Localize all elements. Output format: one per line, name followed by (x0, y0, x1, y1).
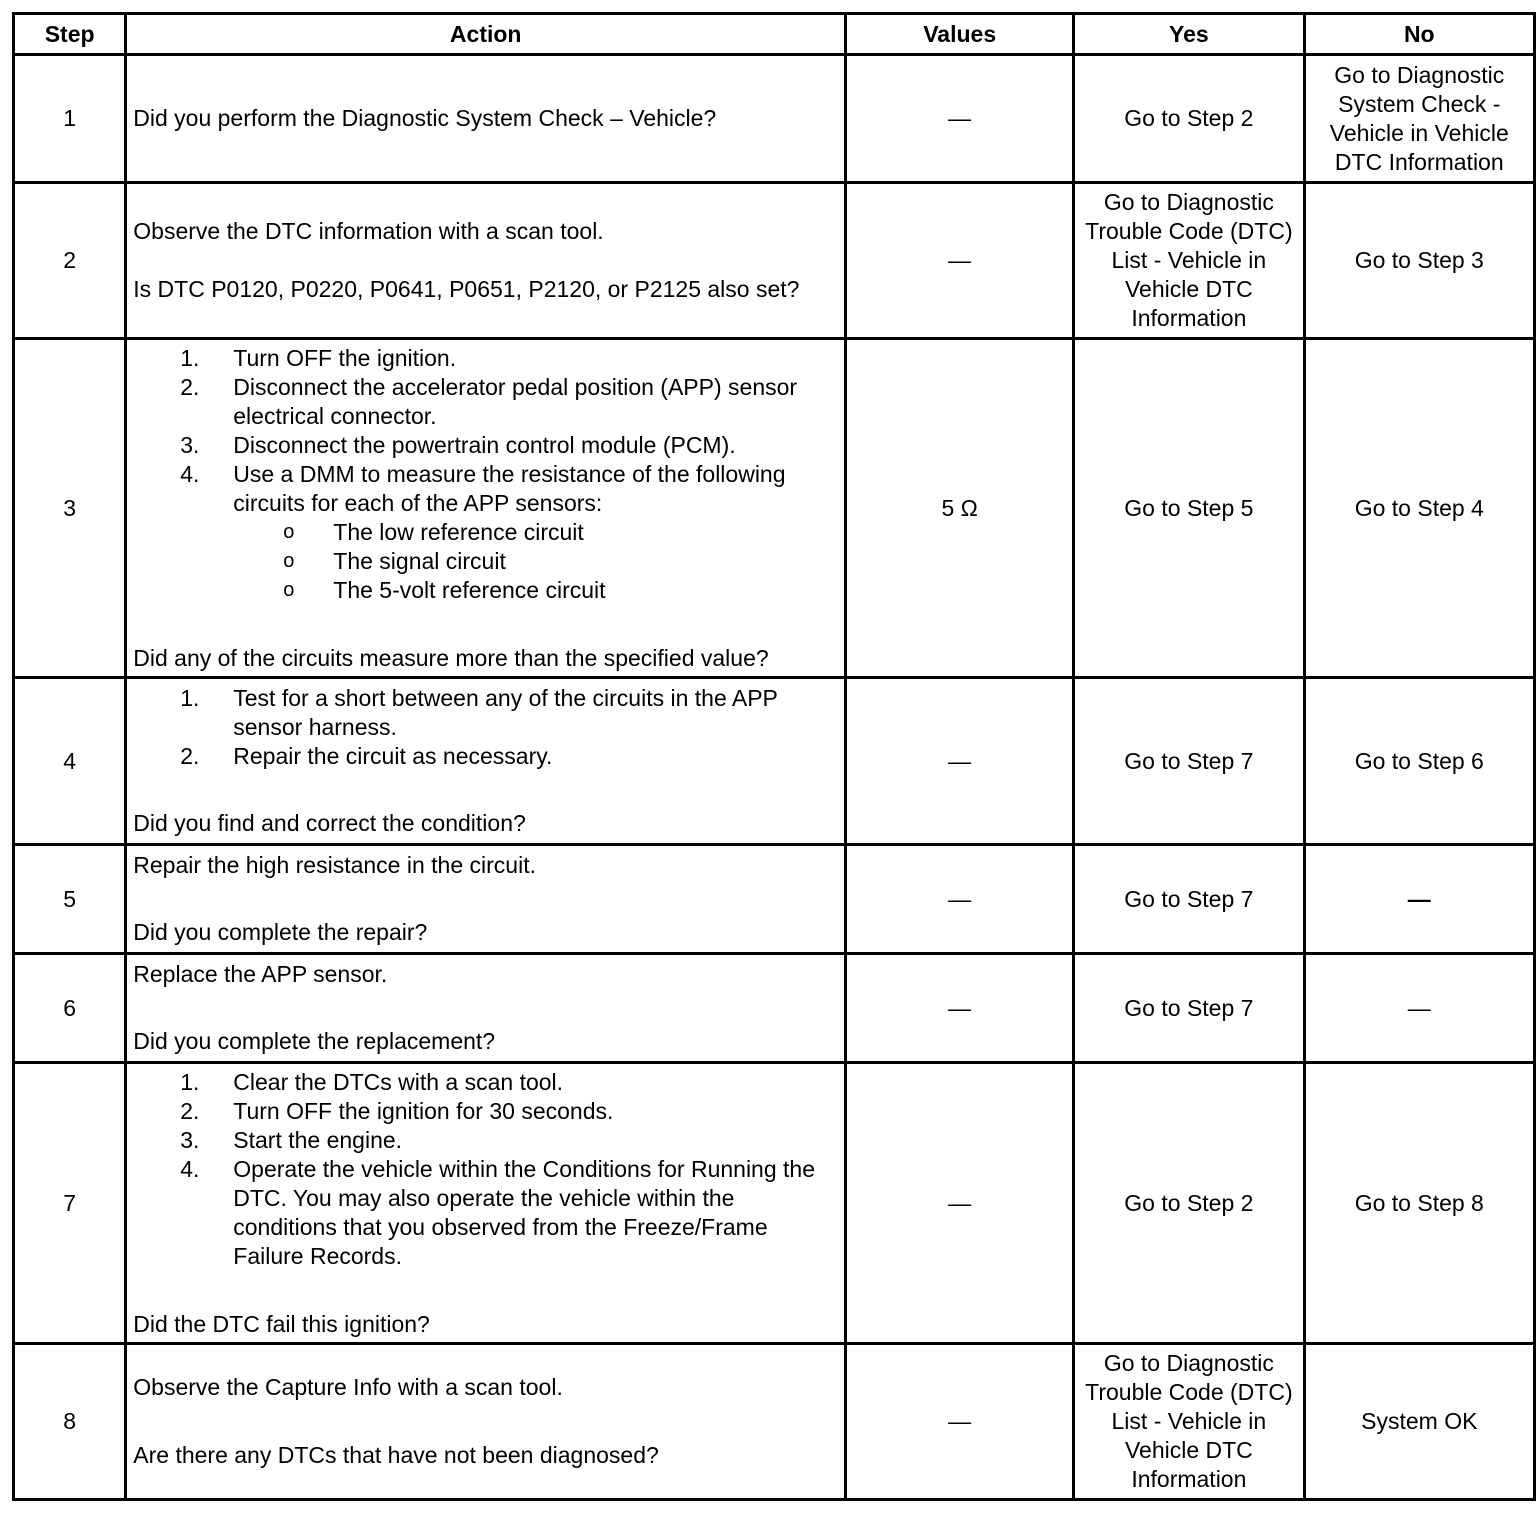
no-cell: Go to Step 8 (1304, 1063, 1534, 1344)
no-cell: Go to Step 3 (1304, 183, 1534, 339)
yes-cell: Go to Diagnostic Trouble Code (DTC) List - Vehicle in Vehicle DTC Information (1074, 1344, 1304, 1500)
list-item: 2. Repair the circuit as necessary. (180, 743, 553, 769)
action-cell (126, 1063, 846, 1344)
action-intro: Did you perform the Diagnostic System Check – Vehicle? (133, 105, 717, 131)
yes-cell: Go to Diagnostic Trouble Code (DTC) List - Vehicle in Vehicle DTC Information (1074, 183, 1304, 339)
values-cell: — (846, 678, 1074, 845)
yes-cell: Go to Step 2 (1074, 55, 1304, 183)
list-item: 4. Operate the vehicle within the Conditions for Running the DTC. You may also operate the vehicle within the conditions that you observed from the Freeze/Frame Failure Records. (180, 1155, 816, 1269)
step-number: 8 (14, 1344, 126, 1500)
action-cell (126, 845, 846, 954)
values-cell: 5 Ω (846, 339, 1074, 678)
table-row (14, 954, 1535, 1063)
yes-cell: Go to Step 7 (1074, 954, 1304, 1063)
action-question: Is DTC P0120, P0220, P0641, P0651, P2120, or P2125 also set? (133, 276, 800, 302)
action-intro: Observe the Capture Info with a scan tool. (133, 1374, 563, 1400)
list-item: 2. Turn OFF the ignition for 30 seconds. (180, 1097, 614, 1124)
header-row (14, 14, 1535, 55)
action-steps-list (133, 1068, 838, 1271)
header-action: Action (126, 14, 846, 55)
step-number: 7 (14, 1063, 126, 1344)
header-step: Step (14, 14, 126, 55)
action-intro: Observe the DTC information with a scan tool. (133, 218, 604, 244)
no-cell: — (1304, 845, 1534, 954)
yes-cell: Go to Step 7 (1074, 845, 1304, 954)
action-intro: Replace the APP sensor. (133, 961, 388, 987)
circle-bullet-icon: o (283, 520, 295, 543)
action-cell (126, 1344, 846, 1500)
diagnostic-table (12, 12, 1536, 1501)
list-item: 2. Disconnect the accelerator pedal position (APP) sensor electrical connector. (180, 373, 798, 429)
table-row (14, 1063, 1535, 1344)
action-question: Did you complete the repair? (133, 919, 428, 945)
values-cell: — (846, 954, 1074, 1063)
yes-cell: Go to Step 2 (1074, 1063, 1304, 1344)
action-question: Did any of the circuits measure more than the specified value? (133, 644, 769, 671)
no-cell: Go to Step 6 (1304, 678, 1534, 845)
action-intro: Repair the high resistance in the circuit. (133, 852, 536, 878)
header-values: Values (846, 14, 1074, 55)
step-number: 6 (14, 954, 126, 1063)
values-cell: — (846, 1063, 1074, 1344)
action-cell (126, 183, 846, 339)
table-row (14, 1344, 1535, 1500)
list-item: 3. Disconnect the powertrain control module (PCM). (180, 431, 736, 458)
table-row (14, 339, 1535, 678)
action-question: Did the DTC fail this ignition? (133, 1310, 430, 1337)
values-cell: — (846, 1344, 1074, 1500)
action-cell (126, 678, 846, 845)
values-cell: — (846, 55, 1074, 183)
table-row (14, 55, 1535, 183)
action-cell (126, 954, 846, 1063)
bullet-item: o The 5-volt reference circuit (283, 576, 606, 603)
list-item: 3. Start the engine. (180, 1126, 403, 1153)
list-item: 1. Turn OFF the ignition. (180, 344, 457, 371)
diagnostic-table-container (12, 12, 1536, 1501)
action-cell (126, 339, 846, 678)
action-steps-list (133, 684, 838, 771)
action-cell (126, 55, 846, 183)
table-row (14, 845, 1535, 954)
step-number: 3 (14, 339, 126, 678)
list-item: 1. Clear the DTCs with a scan tool. (180, 1068, 564, 1095)
step-number: 1 (14, 55, 126, 183)
no-cell: — (1304, 954, 1534, 1063)
values-cell: — (846, 845, 1074, 954)
no-cell: Go to Diagnostic System Check - Vehicle in Vehicle DTC Information (1304, 55, 1534, 183)
header-no: No (1304, 14, 1534, 55)
action-steps-list (133, 344, 838, 605)
yes-cell: Go to Step 5 (1074, 339, 1304, 678)
circuit-bullet-list (133, 518, 838, 605)
yes-cell: Go to Step 7 (1074, 678, 1304, 845)
header-yes: Yes (1074, 14, 1304, 55)
no-cell: System OK (1304, 1344, 1534, 1500)
list-item: 1. Test for a short between any of the circuits in the APP sensor harness. (180, 685, 778, 740)
step-number: 4 (14, 678, 126, 845)
action-question: Did you find and correct the condition? (133, 810, 526, 836)
list-item: 4. Use a DMM to measure the resistance of the following circuits for each of the APP sensors: o The low reference circuit o The signal circuit o The 5-volt reference circuit (133, 460, 838, 605)
values-cell: — (846, 183, 1074, 339)
circle-bullet-icon: o (283, 578, 295, 601)
action-question: Are there any DTCs that have not been diagnosed? (133, 1442, 659, 1468)
bullet-item: o The signal circuit (283, 547, 506, 574)
bullet-item: o The low reference circuit (283, 518, 584, 545)
no-cell: Go to Step 4 (1304, 339, 1534, 678)
action-question: Did you complete the replacement? (133, 1028, 496, 1054)
circle-bullet-icon: o (283, 549, 295, 572)
table-row (14, 678, 1535, 845)
step-number: 5 (14, 845, 126, 954)
step-number: 2 (14, 183, 126, 339)
table-row (14, 183, 1535, 339)
